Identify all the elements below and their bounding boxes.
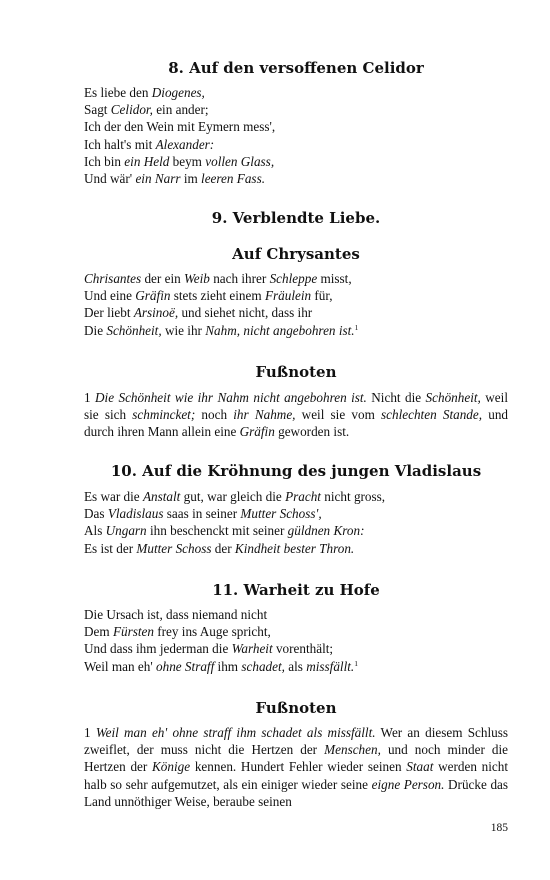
text-run: kennen. Hundert Fehler wieder seinen	[190, 759, 407, 775]
text-run: 1	[84, 390, 96, 405]
section-title-10: 10. Auf die Kröhnung des jungen Vladislaus	[110, 462, 482, 480]
poem-line	[84, 170, 508, 187]
text-run: noch	[195, 407, 234, 423]
text-run: Mutter Schoss	[136, 540, 212, 556]
text-run: Es liebe den	[84, 85, 152, 100]
text-run: Fürsten	[112, 624, 154, 640]
text-run: Fräulein	[264, 288, 312, 304]
text-run: und siehet nicht, dass ihr	[178, 305, 313, 321]
text-run: Anstalt	[142, 489, 181, 504]
text-run: Drücke das Land unnöthiger Weise, beraube seinen	[84, 776, 509, 809]
text-run: Ich halt's mit	[84, 136, 156, 152]
text-run: 1	[84, 725, 96, 740]
text-run: Pracht	[285, 489, 321, 504]
text-run: leeren Fass.	[201, 171, 265, 187]
text-run: güldnen Kron:	[287, 523, 365, 539]
poem-line	[84, 623, 508, 640]
text-run: ein Held	[124, 153, 170, 169]
text-run: nicht gross,	[320, 489, 386, 504]
text-run: Weil man eh'	[84, 658, 156, 674]
text-run: Die Schönheit wie ihr Nahm nicht angebohren ist.	[95, 390, 367, 405]
text-run: schadet,	[241, 658, 285, 674]
text-run: Ich bin	[84, 153, 125, 169]
text-run: Weil man eh' ohne straff ihm schadet als missfällt.	[95, 725, 376, 740]
poem-line	[84, 540, 508, 557]
text-run: schmincket;	[132, 407, 196, 423]
text-run: Und wär'	[84, 171, 136, 187]
poem-line	[84, 505, 508, 522]
poem-line	[84, 304, 508, 321]
poem-line	[84, 136, 508, 153]
footnotes-heading-9: Fußnoten	[255, 363, 337, 381]
text-run: wie ihr	[161, 322, 206, 338]
text-run: Nahm, nicht angebohren ist.	[205, 322, 355, 338]
text-run: Ungarn	[105, 523, 147, 539]
text-run: Als	[84, 523, 106, 539]
text-run: schlechten Stande,	[381, 407, 483, 423]
text-run: ihr Nahme,	[233, 407, 296, 423]
text-run: und durch ihren Mann allein eine	[84, 407, 509, 440]
poem-vladislaus	[84, 488, 508, 557]
poem-line	[84, 101, 508, 118]
text-run: Celidor,	[110, 102, 153, 118]
poem-line	[84, 640, 508, 657]
poem-chrysantes	[84, 270, 508, 339]
text-run: stets zieht einem	[170, 288, 265, 304]
poem-line	[84, 270, 508, 287]
text-run: Alexander:	[155, 136, 215, 152]
text-run: ihm	[214, 658, 242, 674]
footnote-11	[84, 724, 508, 810]
text-run: Und eine	[84, 288, 136, 304]
footnotes-heading-11: Fußnoten	[255, 699, 337, 717]
poem-line	[84, 658, 508, 675]
text-run: für,	[311, 288, 333, 304]
section-subtitle-9: Auf Chrysantes	[232, 245, 360, 263]
text-run: Gräfin	[135, 288, 171, 304]
text-run: Weib	[184, 271, 210, 286]
text-run: Gräfin	[239, 424, 275, 440]
text-run: Es war die	[84, 489, 143, 504]
poem-line	[84, 84, 508, 101]
text-run: gut, war gleich die	[180, 489, 286, 504]
text-run: missfällt.	[306, 658, 355, 674]
poem-line	[84, 322, 508, 339]
text-run: vollen Glass,	[205, 153, 275, 169]
text-run: Die	[84, 322, 107, 338]
text-run: Kindheit bester Thron.	[234, 540, 355, 556]
text-run: Und dass ihm jederman die	[84, 641, 232, 657]
text-run: saas in seiner	[163, 506, 241, 522]
text-run: eigne Person.	[371, 776, 445, 792]
text-run: Könige	[152, 759, 191, 775]
text-run: ein Narr	[135, 171, 181, 187]
text-run: weil sie vom	[295, 407, 382, 423]
text-run: der	[211, 540, 235, 556]
poem-line	[84, 488, 508, 505]
text-run: Vladislaus	[107, 506, 164, 522]
footnote-9	[84, 389, 508, 441]
text-run: Menschen,	[324, 742, 381, 758]
text-run: Nicht die	[366, 390, 426, 405]
text-run: Diogenes,	[151, 85, 205, 100]
text-run: Die Ursach ist, dass niemand nicht	[84, 607, 268, 622]
text-run: der ein	[141, 271, 184, 286]
text-run: Das	[84, 506, 108, 522]
text-run: nach ihrer	[209, 271, 270, 286]
text-run: beym	[169, 153, 206, 169]
text-run: vorenthält;	[272, 641, 334, 657]
text-run: Dem	[84, 624, 113, 640]
text-run: Es ist der	[84, 540, 137, 556]
text-run: werden nicht halb so sehr aufgemutzet, als ein einiger wieder seine	[84, 759, 508, 792]
text-run: Wer an diesem Schluss zweiflet, der muss nicht die Hertzen der	[84, 725, 508, 758]
text-run: ihn beschenckt mit seiner	[146, 523, 288, 539]
poem-line	[84, 606, 508, 623]
text-run: Schleppe	[269, 271, 318, 286]
text-run: frey ins Auge spricht,	[153, 624, 271, 640]
text-run: Arsinoë,	[133, 305, 179, 321]
text-run: ohne Straff	[156, 658, 215, 674]
text-run: Schönheit,	[425, 390, 481, 405]
text-run: Warheit	[231, 641, 273, 657]
page-number: 185	[490, 822, 508, 834]
text-run: ein ander;	[152, 102, 209, 118]
text-run: misst,	[317, 271, 352, 286]
footnote-marker: 1	[354, 658, 358, 668]
text-run: im	[180, 171, 202, 187]
text-run: Der liebt	[84, 305, 134, 321]
text-run: geworden ist.	[274, 424, 350, 440]
text-run: und noch minder die Hertzen der	[84, 742, 508, 775]
poem-warheit	[84, 606, 508, 675]
section-title-8: 8. Auf den versoffenen Celidor	[168, 59, 424, 77]
poem-line	[84, 522, 508, 539]
footnote-marker: 1	[354, 322, 359, 332]
poem-celidor	[84, 84, 508, 187]
text-run: Ich der den Wein mit Eymern mess',	[84, 119, 276, 135]
section-title-9: 9. Verblendte Liebe.	[211, 209, 381, 227]
text-run: weil sie sich	[84, 390, 508, 423]
text-run: Sagt	[84, 102, 111, 118]
text-run: Chrisantes	[84, 271, 142, 286]
text-run: als	[284, 658, 307, 674]
poem-line	[84, 118, 508, 135]
text-run: Staat	[406, 759, 434, 775]
poem-line	[84, 153, 508, 170]
text-run: Mutter Schoss',	[240, 506, 322, 522]
poem-line	[84, 287, 508, 304]
text-run: Schönheit,	[106, 322, 162, 338]
section-title-11: 11. Warheit zu Hofe	[212, 581, 380, 599]
